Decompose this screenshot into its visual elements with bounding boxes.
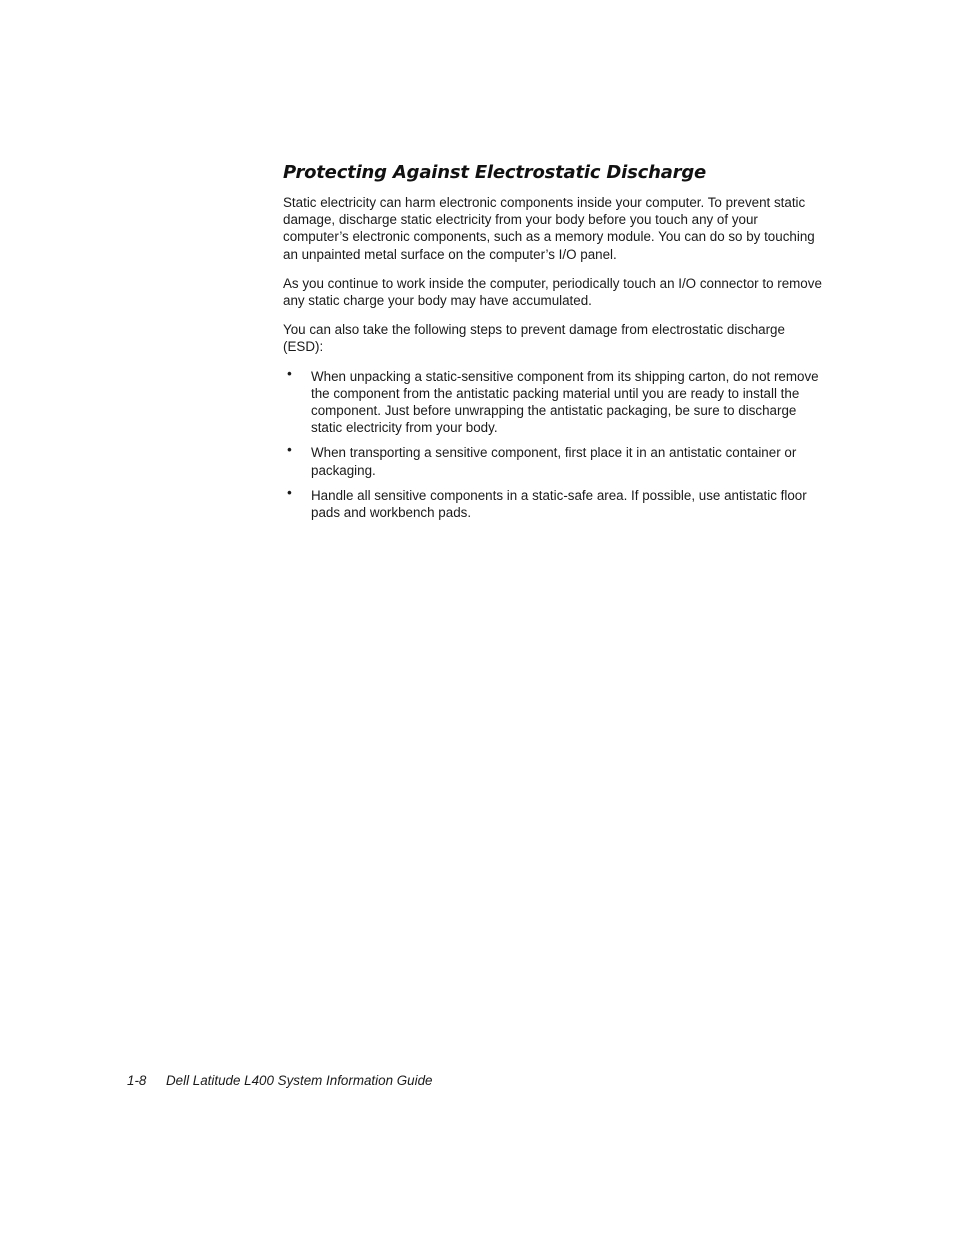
list-item [283,444,823,478]
bullet-icon: • [287,365,292,381]
list-item [283,365,823,437]
list-item-text: When unpacking a static-sensitive component from its shipping carton, do not remove the component from the antistatic packing material until you are ready to install the component. Just before unwrapping the antistatic packaging, be sure to discharge static electricity from your body. [311,368,819,436]
guide-title: Dell Latitude L400 System Information Guide [166,1073,433,1088]
page-footer [127,1073,432,1088]
paragraph-touch-connector: As you continue to work inside the computer, periodically touch an I/O connector to remove any static charge your body may have accumulated. [283,275,822,309]
paragraph-esd-intro: You can also take the following steps to prevent damage from electrostatic discharge (ESD): [283,322,785,355]
list-item-text: Handle all sensitive components in a static-safe area. If possible, use antistatic floor pads and workbench pads. [311,487,807,521]
list-item [283,484,823,521]
section-heading: Protecting Against Electrostatic Discharge [283,162,707,183]
esd-steps-list [283,365,823,522]
list-item-text: When transporting a sensitive component, first place it in an antistatic container or packaging. [311,445,797,478]
page-number: 1-8 [127,1073,147,1088]
bullet-icon: • [287,442,292,458]
section-content [283,160,823,529]
bullet-icon: • [287,484,292,500]
paragraph-static-electricity: Static electricity can harm electronic components inside your computer. To prevent static damage, discharge static electricity from your body before you touch any of your computer’s electronic components, such as a memory module. You can do so by touching an unpainted metal surface on the computer’s I/O panel. [283,195,815,262]
